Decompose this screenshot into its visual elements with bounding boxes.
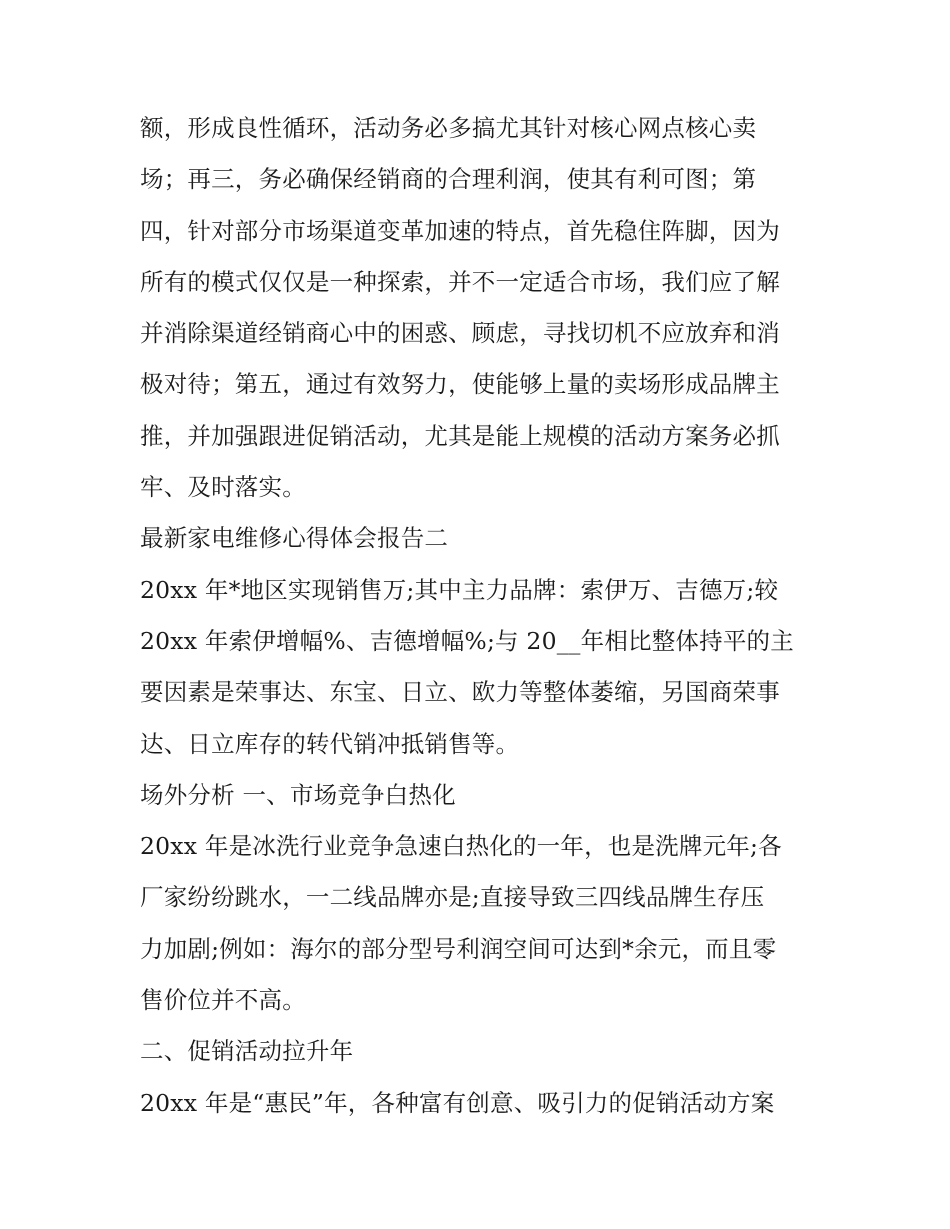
paragraph-line: 并消除渠道经销商心中的困惑、顾虑，寻找切机不应放弃和消 <box>140 319 780 348</box>
paragraph-line: 达、日立库存的转代销冲抵销售等。 <box>140 729 520 758</box>
paragraph-line: 力加剧;例如：海尔的部分型号利润空间可达到*余元，而且零 <box>140 934 777 963</box>
paragraph-line: 要因素是荣事达、东宝、日立、欧力等整体萎缩，另国商荣事 <box>140 678 780 707</box>
paragraph-line: 极对待；第五，通过有效努力，使能够上量的卖场形成品牌主 <box>140 370 780 399</box>
document-body <box>140 103 820 1129</box>
section-heading: 最新家电维修心得体会报告二 <box>140 524 449 553</box>
paragraph-line: 厂家纷纷跳水，一二线品牌亦是;直接导致三四线品牌生存压 <box>140 883 765 912</box>
paragraph-line: 售价位并不高。 <box>140 986 306 1015</box>
paragraph-line: 牢、及时落实。 <box>140 473 306 502</box>
section-heading: 场外分析 一、市场竞争白热化 <box>140 780 456 809</box>
paragraph-line: 额，形成良性循环，活动务必多搞尤其针对核心网点核心卖 <box>140 114 757 142</box>
section-heading: 二、促销活动拉升年 <box>140 1037 354 1066</box>
paragraph-line: 推，并加强跟进促销活动，尤其是能上规模的活动方案务必抓 <box>140 421 780 450</box>
paragraph-line: 四，针对部分市场渠道变革加速的特点，首先稳住阵脚，因为 <box>140 216 780 245</box>
paragraph-line: 20xx 年索伊增幅%、吉德增幅%;与 20__年相比整体持平的主 <box>140 626 794 655</box>
paragraph-line: 20xx 年是冰洗行业竞争急速白热化的一年，也是洗牌元年;各 <box>140 832 782 861</box>
paragraph-line: 20xx 年*地区实现销售万;其中主力品牌：索伊万、吉德万;较 <box>140 575 779 604</box>
paragraph-line: 20xx 年是“惠民”年，各种富有创意、吸引力的促销活动方案 <box>140 1088 775 1117</box>
paragraph-line: 所有的模式仅仅是一种探索，并不一定适合市场，我们应了解 <box>140 267 780 296</box>
paragraph-line: 场；再三，务必确保经销商的合理利润，使其有利可图；第 <box>140 165 757 194</box>
